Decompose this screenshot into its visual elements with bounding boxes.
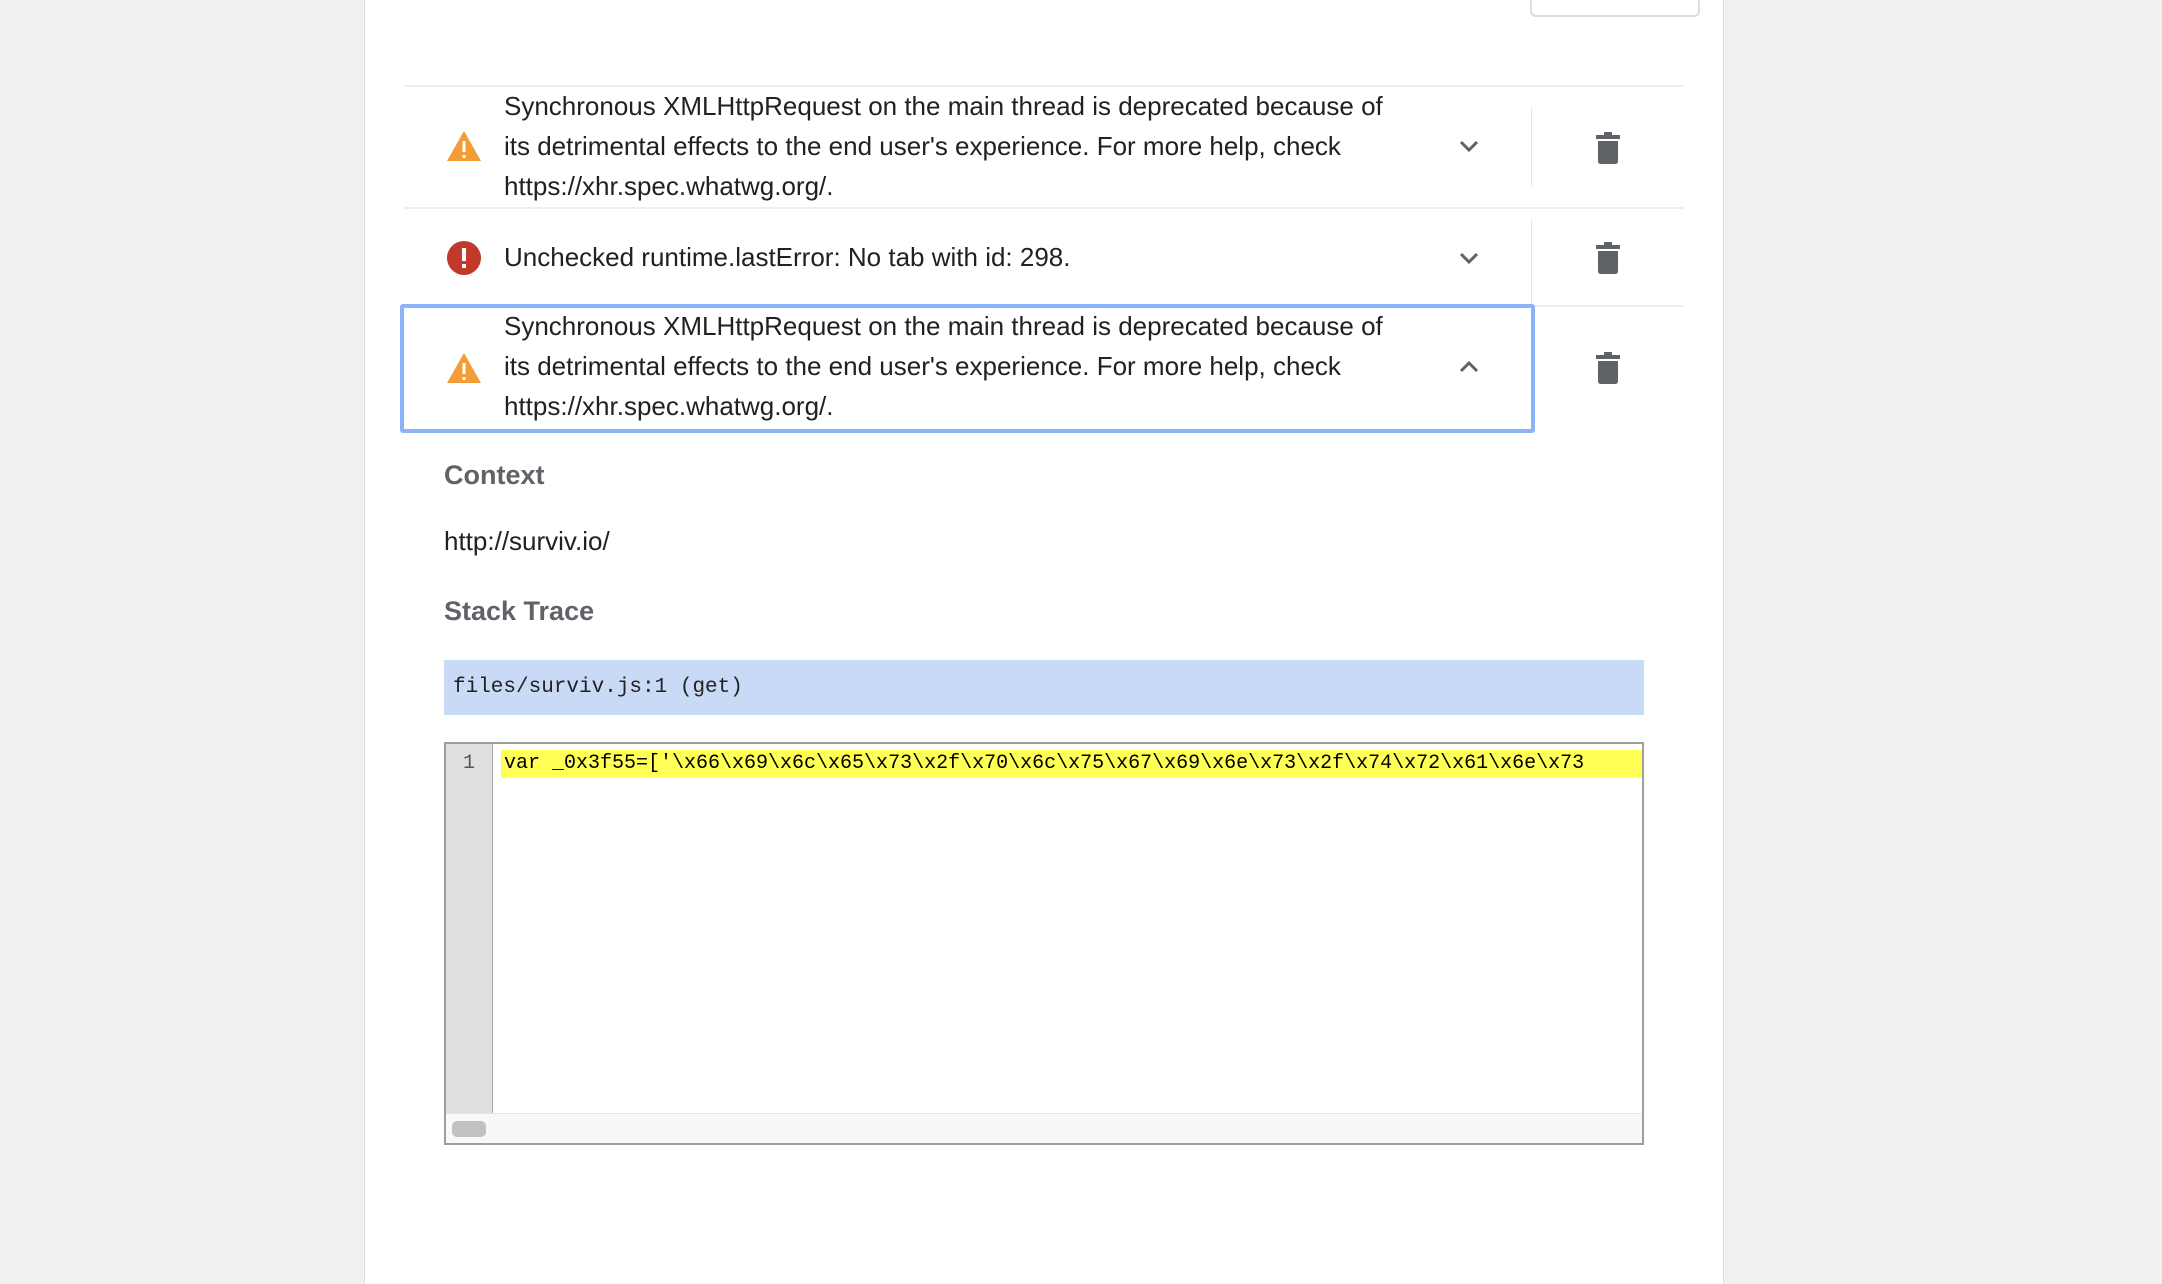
stack-trace-heading: Stack Trace	[444, 596, 595, 626]
chevron-up-icon[interactable]	[1454, 352, 1484, 382]
error-message: Unchecked runtime.lastError: No tab with id: 298.	[504, 242, 1071, 272]
delete-trash-icon[interactable]	[1595, 352, 1621, 384]
stack-frame[interactable]: files/surviv.js:1 (get)	[444, 660, 1644, 715]
divider	[1531, 220, 1532, 306]
error-row-1[interactable]	[404, 86, 1534, 207]
delete-trash-icon[interactable]	[1595, 242, 1621, 274]
context-url: http://surviv.io/	[444, 526, 610, 556]
warning-icon	[446, 352, 482, 384]
highlighted-code-line: var _0x3f55=['\x66\x69\x6c\x65\x73\x2f\x70\x6c\x75\x67\x69\x6e\x73\x2f\x74\x72\x61\x6e\x73	[501, 750, 1642, 778]
error-message: Synchronous XMLHttpRequest on the main thread is deprecated because of its detrimental effects to the end user's experience. For more help, check https://xhr.spec.whatwg.org/.	[504, 311, 1383, 421]
delete-trash-icon[interactable]	[1595, 132, 1621, 164]
context-heading: Context	[444, 460, 545, 490]
error-icon	[446, 240, 482, 276]
error-row-2[interactable]	[404, 208, 1534, 306]
error-row-3[interactable]	[404, 306, 1534, 432]
warning-icon	[446, 130, 482, 162]
scrollbar-thumb[interactable]	[452, 1121, 486, 1137]
code-viewer	[444, 742, 1644, 1145]
top-button[interactable]	[1530, 0, 1700, 17]
error-message: Synchronous XMLHttpRequest on the main thread is deprecated because of its detrimental effects to the end user's experience. For more help, check https://xhr.spec.whatwg.org/.	[504, 91, 1383, 201]
chevron-down-icon[interactable]	[1454, 131, 1484, 161]
chevron-down-icon[interactable]	[1454, 243, 1484, 273]
horizontal-scrollbar[interactable]	[446, 1113, 1642, 1143]
line-number: 1	[446, 744, 493, 1114]
divider	[1531, 108, 1532, 186]
